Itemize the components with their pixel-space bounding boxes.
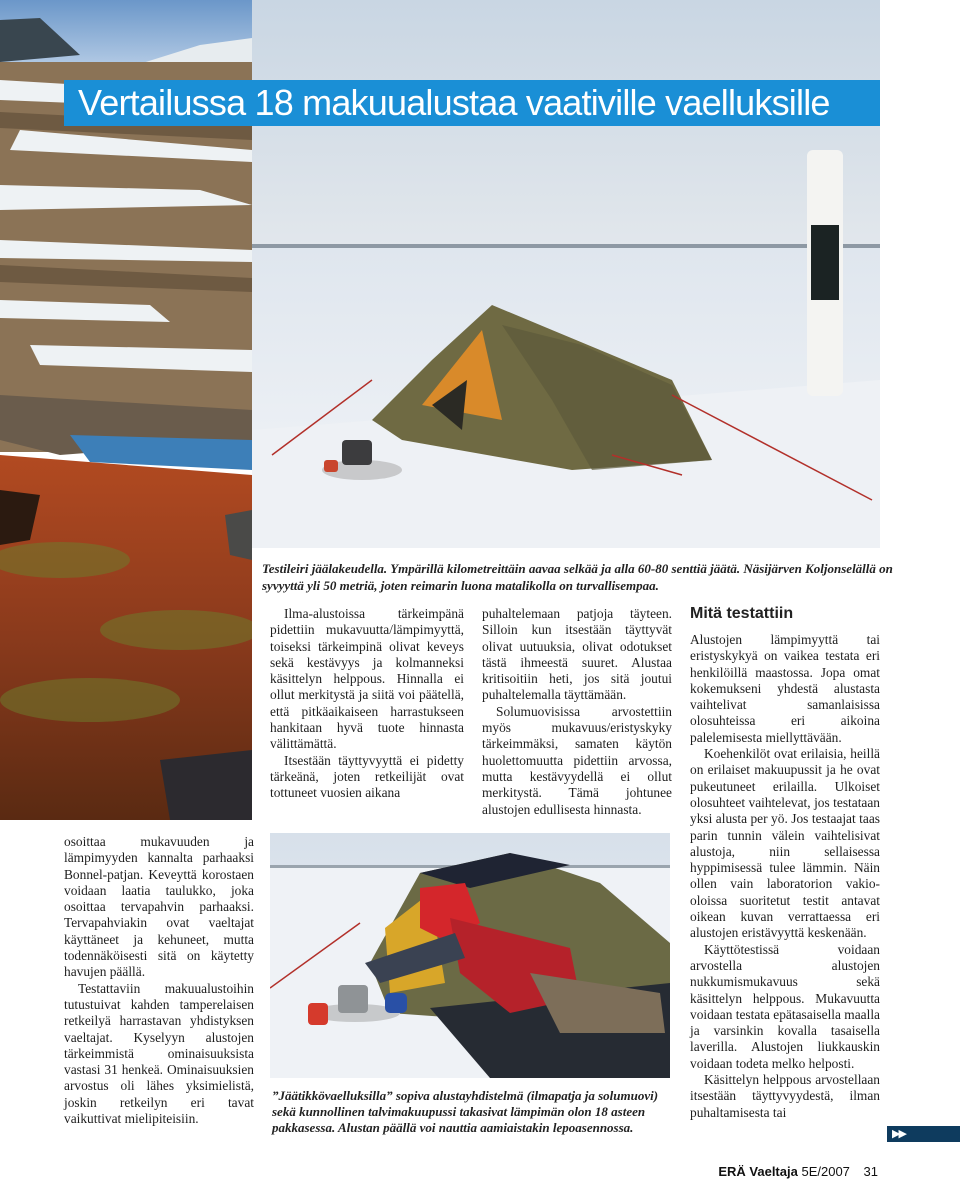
paragraph: Testattaviin makuualustoihin tutustuivat kahden tamperelaisen retkeilyä harrastavan yhdistyksen vaeltajat. Kyselyyn alustojen tärkeimmistä ominaisuuksista vastasi 31 henkeä. Ominaisuuksien arvostus oli lähes yksimielistä, joskin retkeilyn eri tavat vaikuttivat mielipiteisiin. <box>64 980 254 1127</box>
paragraph: puhaltelemaan patjoja täyteen. Silloin kun itsestään täyttyvät olivat uutuuksia, olivat odotukset tästä ihmeestä suuret. Alustaa kritisoitiin heti, jos sitä joutui puhaltelemalla täyttämään. <box>482 606 672 703</box>
magazine-name: ERÄ Vaeltaja <box>718 1164 798 1179</box>
paragraph: Alustojen lämpimyyttä tai eristyskykyä on vaikea testata eri henkilöillä maastossa. Jopa omat kokemukseni yhdestä alustasta vaihtelivat samanlaisissa olosuhteissa eri aikoina palelemisesta miellyttävään. <box>690 632 880 745</box>
issue-number: 5E/2007 <box>801 1164 850 1179</box>
page-footer <box>718 1164 878 1179</box>
page-number: 31 <box>863 1164 878 1179</box>
text-column-1 <box>64 834 254 1127</box>
headline-banner <box>64 80 880 126</box>
paragraph: Ilma-alustoissa tärkeimpänä pidettiin mukavuutta/lämpimyyttä, toiseksi tärkeimpinä olivat keveys sekä kestävyys ja kolmanneksi käsittelyn helppous. Hinnalla ei ollut merkitystä ja siitä voi päätellä, että pitkäaikaiseen harrastukseen hankitaan hyvä tuote hinnasta välittämättä. <box>270 606 464 752</box>
paragraph: Koehenkilöt ovat erilaisia, heillä on erilaiset makuupussit ja he ovat pukeutuneet erilailla. Ulkoiset olosuhteet vaihtelevat, jos testataan yksi alusta per yö. Jos testaajat taas parin tunnin välein vaihtelisivat alustoja, niin sellaisessa hyppimisessä tulee lämmin. Näin ollen vain laboratorion vakio-oloissa suoritetut testit antavat oikean kuvan verrattaessa eri alustojen eristävyyttä keskenään. <box>690 746 880 941</box>
paragraph: Solumuovisissa arvostettiin myös mukavuus/eristyskyky tärkeimmäksi, samaten käytön huolettomuutta pidettiin arvossa, mutta kestävyydellä ei ollut merkitystä. Tämä johtunee alustojen edullisesta hinnasta. <box>482 703 672 817</box>
paragraph: osoittaa mukavuuden ja lämpimyyden kannalta parhaaksi Bonnel-patjan. Keveyttä korostaen voidaan laatia taulukko, joka osoittaa tervapahvin parhaaksi. Tervapahviakin ovat vaeltajat käyttäneet ja kehuneet, mutta todennäköisesti sitä on käytetty havujen päällä. <box>64 834 254 980</box>
paragraph: Käsittelyn helppous arvostellaan itsestään täyttyvyydestä, ilman puhaltamisesta tai <box>690 1072 880 1120</box>
text-column-3 <box>482 606 672 818</box>
text-column-2 <box>270 606 464 802</box>
paragraph: Itsestään täyttyvyyttä ei pidetty tärkeänä, joten retkeilijät ovat tottuneet vuosien aikana <box>270 752 464 801</box>
double-right-arrow-icon: ▶▶ <box>887 1126 960 1142</box>
sidebar-heading: Mitä testattiin <box>690 605 794 622</box>
text-column-4 <box>690 632 880 1121</box>
paragraph: Käyttötestissä voidaan arvostella alustojen nukkumismukavuus sekä käsittelyn helppous. Mukavuutta voidaan testata epätasaisella maalla ja varsinkin kovalla tasaisella laverilla. Alustojen liukkauskin voidaan todeta melko helposti. <box>690 941 880 1071</box>
page-title: Vertailussa 18 makuualustaa vaativille vaelluksille <box>78 82 830 123</box>
photo-camper-on-mattress <box>270 833 670 1078</box>
caption-top-photo: Testileiri jäälakeudella. Ympärillä kilometreittäin aavaa selkää ja alla 60-80 senttiä jäätä. Näsijärven Koljonselällä on syvyyttä yli 50 metriä, joten reimarin luona matalikolla on turvallisempaa. <box>262 561 893 593</box>
caption-middle-photo: ”Jäätikkövaelluksilla” sopiva alustayhdistelmä (ilmapatja ja solumuovi) sekä kunnollinen talvimakuupussi takasivat lämpimän olon 18 asteen pakkasessa. Alustan päällä voi nauttia aamiaistakin lepoasennossa. <box>272 1088 659 1135</box>
